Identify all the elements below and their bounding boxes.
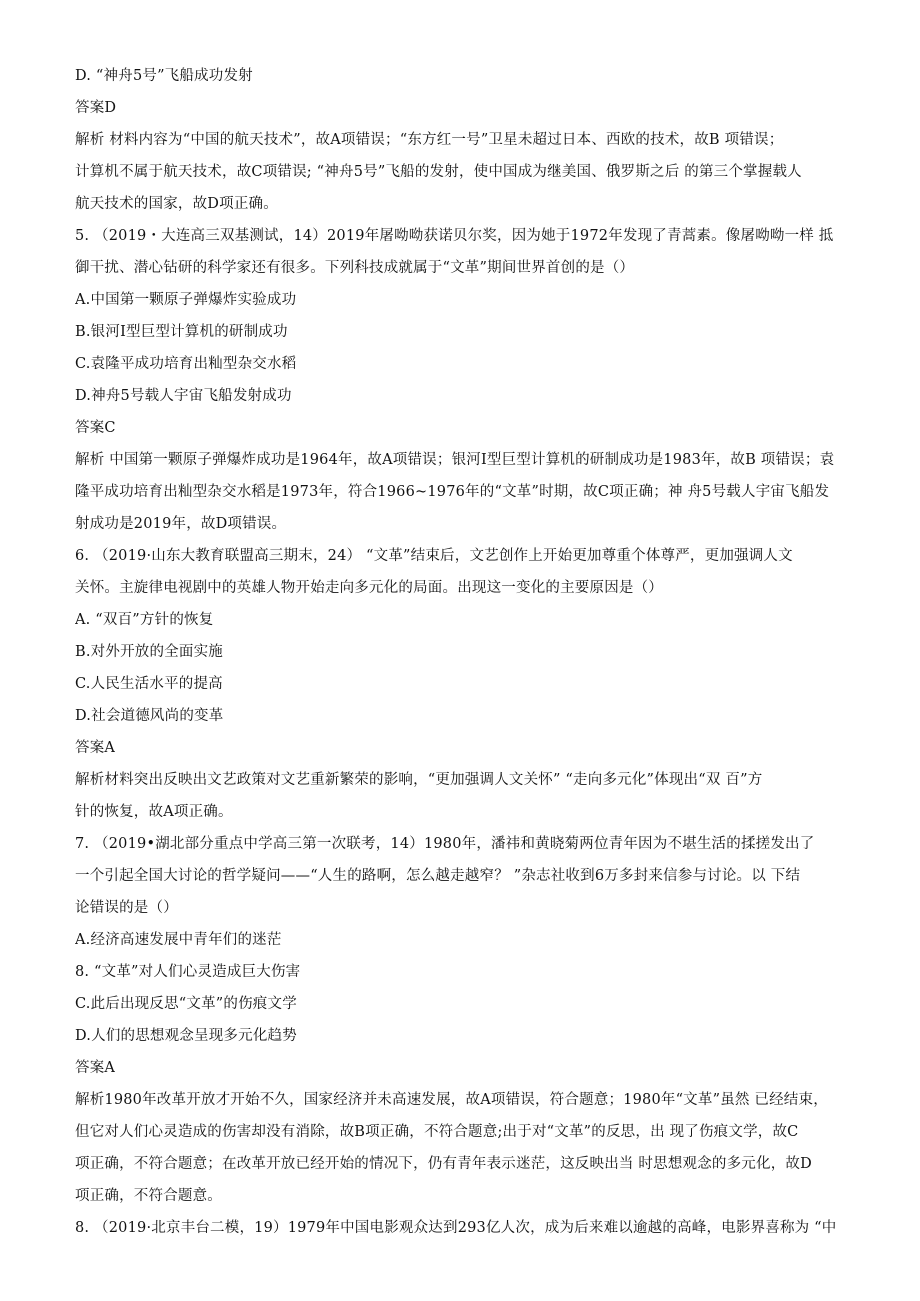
analysis-line: 隆平成功培育出籼型杂交水稻是1973年，符合1966~1976年的“文革”时期，故C项正确；神 舟5号载人宇宙飞船发 bbox=[75, 484, 830, 500]
analysis-line: 针的恢复，故A项正确。 bbox=[75, 804, 233, 820]
question-stem-line: 御干扰、潜心钻研的科学家还有很多。下列科技成就属于“文革”期间世界首创的是（） bbox=[75, 260, 635, 276]
option-d: D.神舟5号载人宇宙飞船发射成功 bbox=[75, 388, 292, 404]
analysis-line: 计算机不属于航天技术，故C项错误; “神舟5号”飞船的发射，使中国成为继美国、俄罗斯之后 的第三个掌握载人 bbox=[75, 164, 802, 180]
analysis-line: 射成功是2019年，故D项错误。 bbox=[75, 516, 287, 532]
analysis-line: 解析1980年改革开放才开始不久，国家经济并未高速发展，故A项错误，符合题意；1980年“文革”虽然 已经结束， bbox=[75, 1092, 828, 1108]
answer-label: 答案C bbox=[75, 420, 116, 436]
analysis-line: 解析 中国第一颗原子弹爆炸成功是1964年，故A项错误；银河I型巨型计算机的研制成功是1983年，故B 项错误；袁 bbox=[75, 452, 835, 468]
question-4-tail bbox=[75, 60, 850, 220]
question-stem-line: 6. （2019·山东大教育联盟高三期末，24） “文革”结束后，文艺创作上开始更加尊重个体尊严，更加强调人文 bbox=[75, 548, 793, 564]
answer-label: 答案A bbox=[75, 1060, 116, 1076]
option-d: D.社会道德风尚的变革 bbox=[75, 708, 224, 724]
question-8 bbox=[75, 1212, 850, 1244]
question-7 bbox=[75, 828, 850, 1212]
option-a: A.中国第一颗原子弹爆炸实验成功 bbox=[75, 292, 297, 308]
question-stem-line: 5. （2019・大连高三双基测试，14）2019年屠呦呦获诺贝尔奖，因为她于1972年发现了青蒿素。像屠呦呦一样 抵 bbox=[75, 228, 834, 244]
question-stem-line: 论错误的是（） bbox=[75, 900, 178, 916]
option-a: A.经济高速发展中青年们的迷茫 bbox=[75, 932, 282, 948]
analysis-line: 项正确，不符合题意。 bbox=[75, 1188, 222, 1204]
question-5 bbox=[75, 220, 850, 540]
option-c: C.此后出现反思“文革”的伤痕文学 bbox=[75, 996, 297, 1012]
option-b: 8. “文革”对人们心灵造成巨大伤害 bbox=[75, 964, 301, 980]
option-d: D. “神舟5号”飞船成功发射 bbox=[75, 68, 253, 84]
question-6 bbox=[75, 540, 850, 828]
option-b: B.对外开放的全面实施 bbox=[75, 644, 223, 660]
analysis-line: 解析材料突出反映出文艺政策对文艺重新繁荣的影响，“更加强调人文关怀” “走向多元化”体现出“双 百”方 bbox=[75, 772, 763, 788]
analysis-line: 航天技术的国家，故D项正确。 bbox=[75, 196, 278, 212]
analysis-line: 但它对人们心灵造成的伤害却没有消除，故B项正确，不符合题意;出于对“文革”的反思，出 现了伤痕文学，故C bbox=[75, 1124, 799, 1140]
option-c: C.人民生活水平的提高 bbox=[75, 676, 223, 692]
option-b: B.银河I型巨型计算机的研制成功 bbox=[75, 324, 288, 340]
analysis-line: 项正确，不符合题意；在改革开放已经开始的情况下，仍有青年表示迷茫，这反映出当 时思想观念的多元化，故D bbox=[75, 1156, 812, 1172]
option-c: C.袁隆平成功培育出籼型杂交水稻 bbox=[75, 356, 297, 372]
question-stem-line: 一个引起全国大讨论的哲学疑问——“人生的路啊，怎么越走越窄？ ”杂志社收到6万多封来信参与讨论。以 下结 bbox=[75, 868, 801, 884]
answer-label: 答案D bbox=[75, 100, 117, 116]
question-stem-line: 7. （2019•湖北部分重点中学高三第一次联考，14）1980年，潘祎和黄晓菊两位青年因为不堪生活的揉搓发出了 bbox=[75, 836, 815, 852]
question-stem-line: 关怀。主旋律电视剧中的英雄人物开始走向多元化的局面。出现这一变化的主要原因是（） bbox=[75, 580, 663, 596]
option-d: D.人们的思想观念呈现多元化趋势 bbox=[75, 1028, 297, 1044]
question-stem-line: 8. （2019·北京丰台二模，19）1979年中国电影观众达到293亿人次，成为后来难以逾越的高峰，电影界喜称为 “中 bbox=[75, 1220, 837, 1236]
analysis-line: 解析 材料内容为“中国的航天技术”，故A项错误；“东方红一号”卫星未超过日本、西欧的技术，故B 项错误； bbox=[75, 132, 784, 148]
answer-label: 答案A bbox=[75, 740, 116, 756]
option-a: A. “双百”方针的恢复 bbox=[75, 612, 214, 628]
